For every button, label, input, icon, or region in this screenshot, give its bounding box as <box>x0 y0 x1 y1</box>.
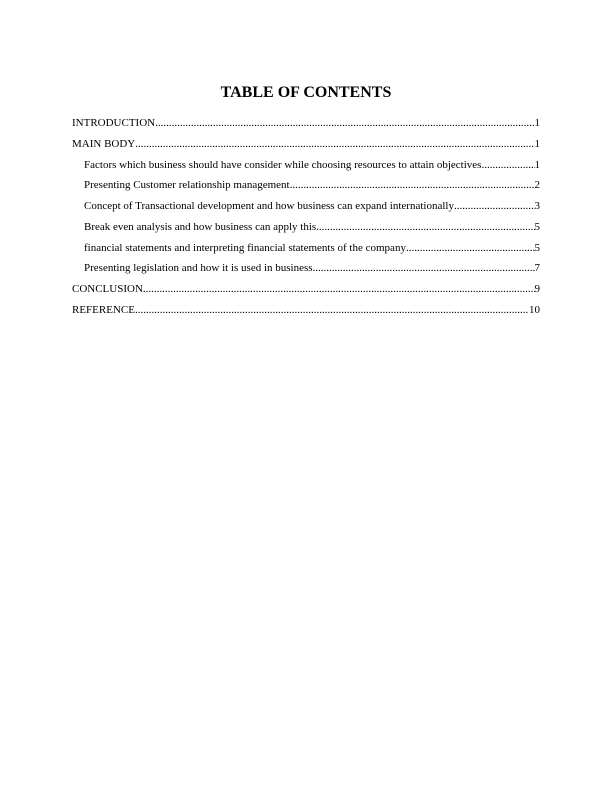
toc-entry-label: Factors which business should have consider while choosing resources to attain objectives <box>84 158 482 171</box>
toc-title: TABLE OF CONTENTS <box>220 84 392 101</box>
dot-leader <box>135 303 529 317</box>
toc-entry-main-body[interactable] <box>72 137 540 158</box>
dot-leader <box>290 178 535 192</box>
toc-entry-label: CONCLUSION <box>72 283 143 295</box>
dot-leader <box>313 261 535 275</box>
dot-leader <box>481 158 534 172</box>
toc-entry-label: Concept of Transactional development and how business can expand internationally <box>84 200 454 212</box>
toc-entry-label: MAIN BODY <box>72 137 136 150</box>
dot-leader <box>135 137 534 151</box>
toc-entry-transactional-development[interactable] <box>72 199 540 220</box>
toc-entry-page-number: 1 <box>534 158 540 171</box>
dot-leader <box>143 282 535 296</box>
toc-entry-label: Break even analysis and how business can apply this <box>84 220 317 233</box>
toc-entry-conclusion[interactable] <box>72 282 540 303</box>
toc-entry-page-number: 3 <box>534 200 540 212</box>
toc-entry-page-number: 1 <box>534 117 540 129</box>
toc-entry-break-even[interactable] <box>72 220 540 241</box>
toc-entry-factors-resources[interactable] <box>72 158 540 179</box>
toc-entry-page-number: 5 <box>534 220 540 233</box>
dot-leader <box>454 199 535 213</box>
toc-entry-legislation[interactable] <box>72 261 540 282</box>
toc-entry-page-number: 1 <box>534 137 540 150</box>
dot-leader <box>155 116 534 130</box>
toc-entry-page-number: 9 <box>534 283 540 295</box>
toc-entry-financial-statements[interactable] <box>72 241 540 262</box>
toc-entry-reference[interactable] <box>72 303 540 324</box>
toc-list <box>72 116 540 324</box>
toc-entry-page-number: 10 <box>529 303 540 316</box>
toc-entry-introduction[interactable] <box>72 116 540 137</box>
toc-entry-label: INTRODUCTION <box>72 117 156 129</box>
toc-entry-label: Presenting Customer relationship management <box>84 179 290 192</box>
dot-leader <box>316 220 534 234</box>
dot-leader <box>406 241 535 255</box>
toc-entry-page-number: 7 <box>534 262 540 275</box>
toc-entry-label: Presenting legislation and how it is used in business <box>84 262 313 275</box>
toc-entry-page-number: 5 <box>534 241 540 254</box>
toc-entry-label: REFERENCE <box>72 303 135 316</box>
toc-entry-customer-relationship[interactable] <box>72 178 540 199</box>
toc-entry-label: financial statements and interpreting financial statements of the company <box>84 241 406 254</box>
toc-entry-page-number: 2 <box>534 179 540 192</box>
